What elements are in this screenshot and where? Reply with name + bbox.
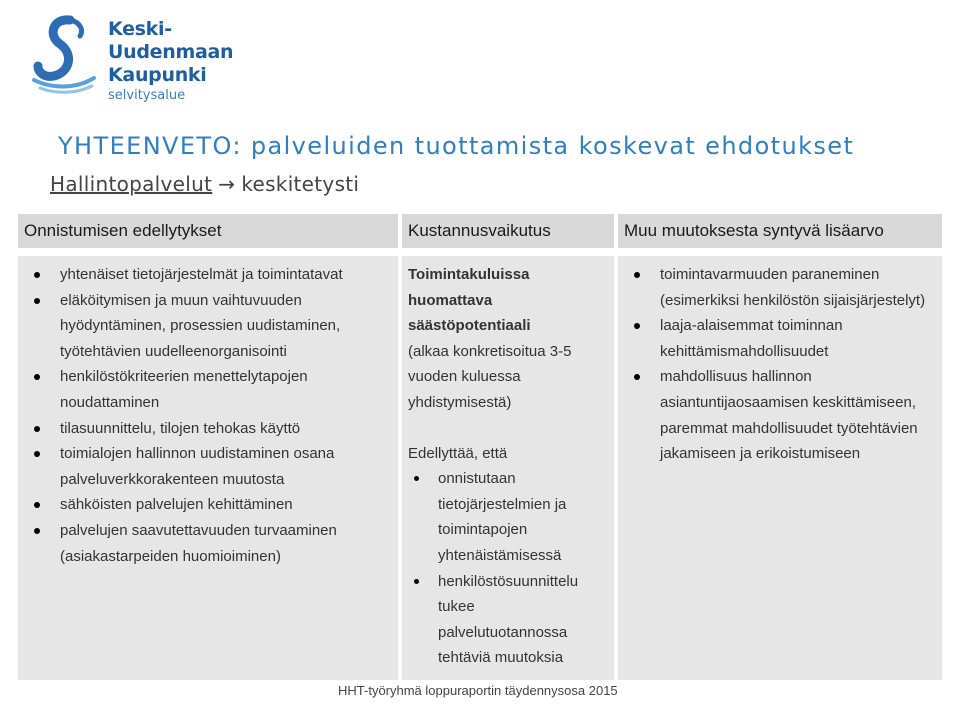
list-item: toimintavarmuuden paraneminen (esimerkiksi henkilöstön sijaisjärjestelyt) bbox=[624, 262, 936, 313]
arrow-right-icon: → bbox=[218, 172, 236, 196]
subtitle-right: keskitetysti bbox=[241, 172, 360, 196]
logo-text-line3: Kaupunki bbox=[108, 64, 207, 86]
list-item: henkilöstökriteerien menettelytapojen noudattaminen bbox=[24, 364, 392, 415]
logo-text-line2: Uudenmaan bbox=[108, 41, 234, 63]
list-item: eläköitymisen ja muun vaihtuvuuden hyödyntäminen, prosessien uudistaminen, työtehtävien uudelleenorganisointi bbox=[24, 288, 392, 365]
savings-timeline: (alkaa konkretisoitua 3-5 vuoden kuluessa yhdistymisestä) bbox=[408, 342, 572, 411]
condition-label: Edellyttää, että bbox=[408, 444, 508, 462]
subtitle bbox=[50, 172, 359, 196]
swan-logo-icon bbox=[30, 14, 100, 94]
list-item: yhtenäiset tietojärjestelmät ja toimintatavat bbox=[24, 262, 392, 288]
column-lisaarvo bbox=[618, 256, 942, 680]
header-kustannusvaikutus: Kustannusvaikutus bbox=[402, 214, 614, 248]
header-onnistumisen-edellytykset: Onnistumisen edellytykset bbox=[18, 214, 398, 248]
page-title: YHTEENVETO: palveluiden tuottamista koskevat ehdotukset bbox=[58, 132, 855, 160]
savings-text: Toimintakuluissa huomattava säästöpotentiaali bbox=[408, 266, 531, 335]
list-item: mahdollisuus hallinnon asiantuntijaosaamisen keskittämiseen, paremmat mahdollisuudet työtehtävien jakamiseen ja erikoistumiseen bbox=[624, 364, 936, 466]
list-item: henkilöstösuunnittelu tukee palvelutuotannossa tehtäviä muutoksia bbox=[408, 569, 608, 671]
logo bbox=[20, 8, 234, 103]
list-item: palvelujen saavutettavuuden turvaaminen (asiakastarpeiden huomioiminen) bbox=[24, 518, 392, 569]
list-item: toimialojen hallinnon uudistaminen osana palveluverkkorakenteen muutosta bbox=[24, 441, 392, 492]
column-kustannusvaikutus bbox=[402, 256, 614, 680]
list-item: laaja-alaisemmat toiminnan kehittämismahdollisuudet bbox=[624, 313, 936, 364]
header-lisaarvo: Muu muutoksesta syntyvä lisäarvo bbox=[618, 214, 942, 248]
column-edellytykset bbox=[18, 256, 398, 680]
logo-text-line4: selvitysalue bbox=[108, 88, 186, 103]
footer-text: HHT-työryhmä loppuraportin täydennysosa 2015 bbox=[338, 683, 618, 698]
list-item: tilasuunnittelu, tilojen tehokas käyttö bbox=[24, 416, 392, 442]
list-item: sähköisten palvelujen kehittäminen bbox=[24, 492, 392, 518]
summary-table bbox=[18, 214, 942, 680]
list-item: onnistutaan tietojärjestelmien ja toimintapojen yhtenäistämisessä bbox=[408, 466, 608, 568]
subtitle-left: Hallintopalvelut bbox=[50, 172, 213, 196]
logo-text-line1: Keski- bbox=[108, 18, 172, 40]
